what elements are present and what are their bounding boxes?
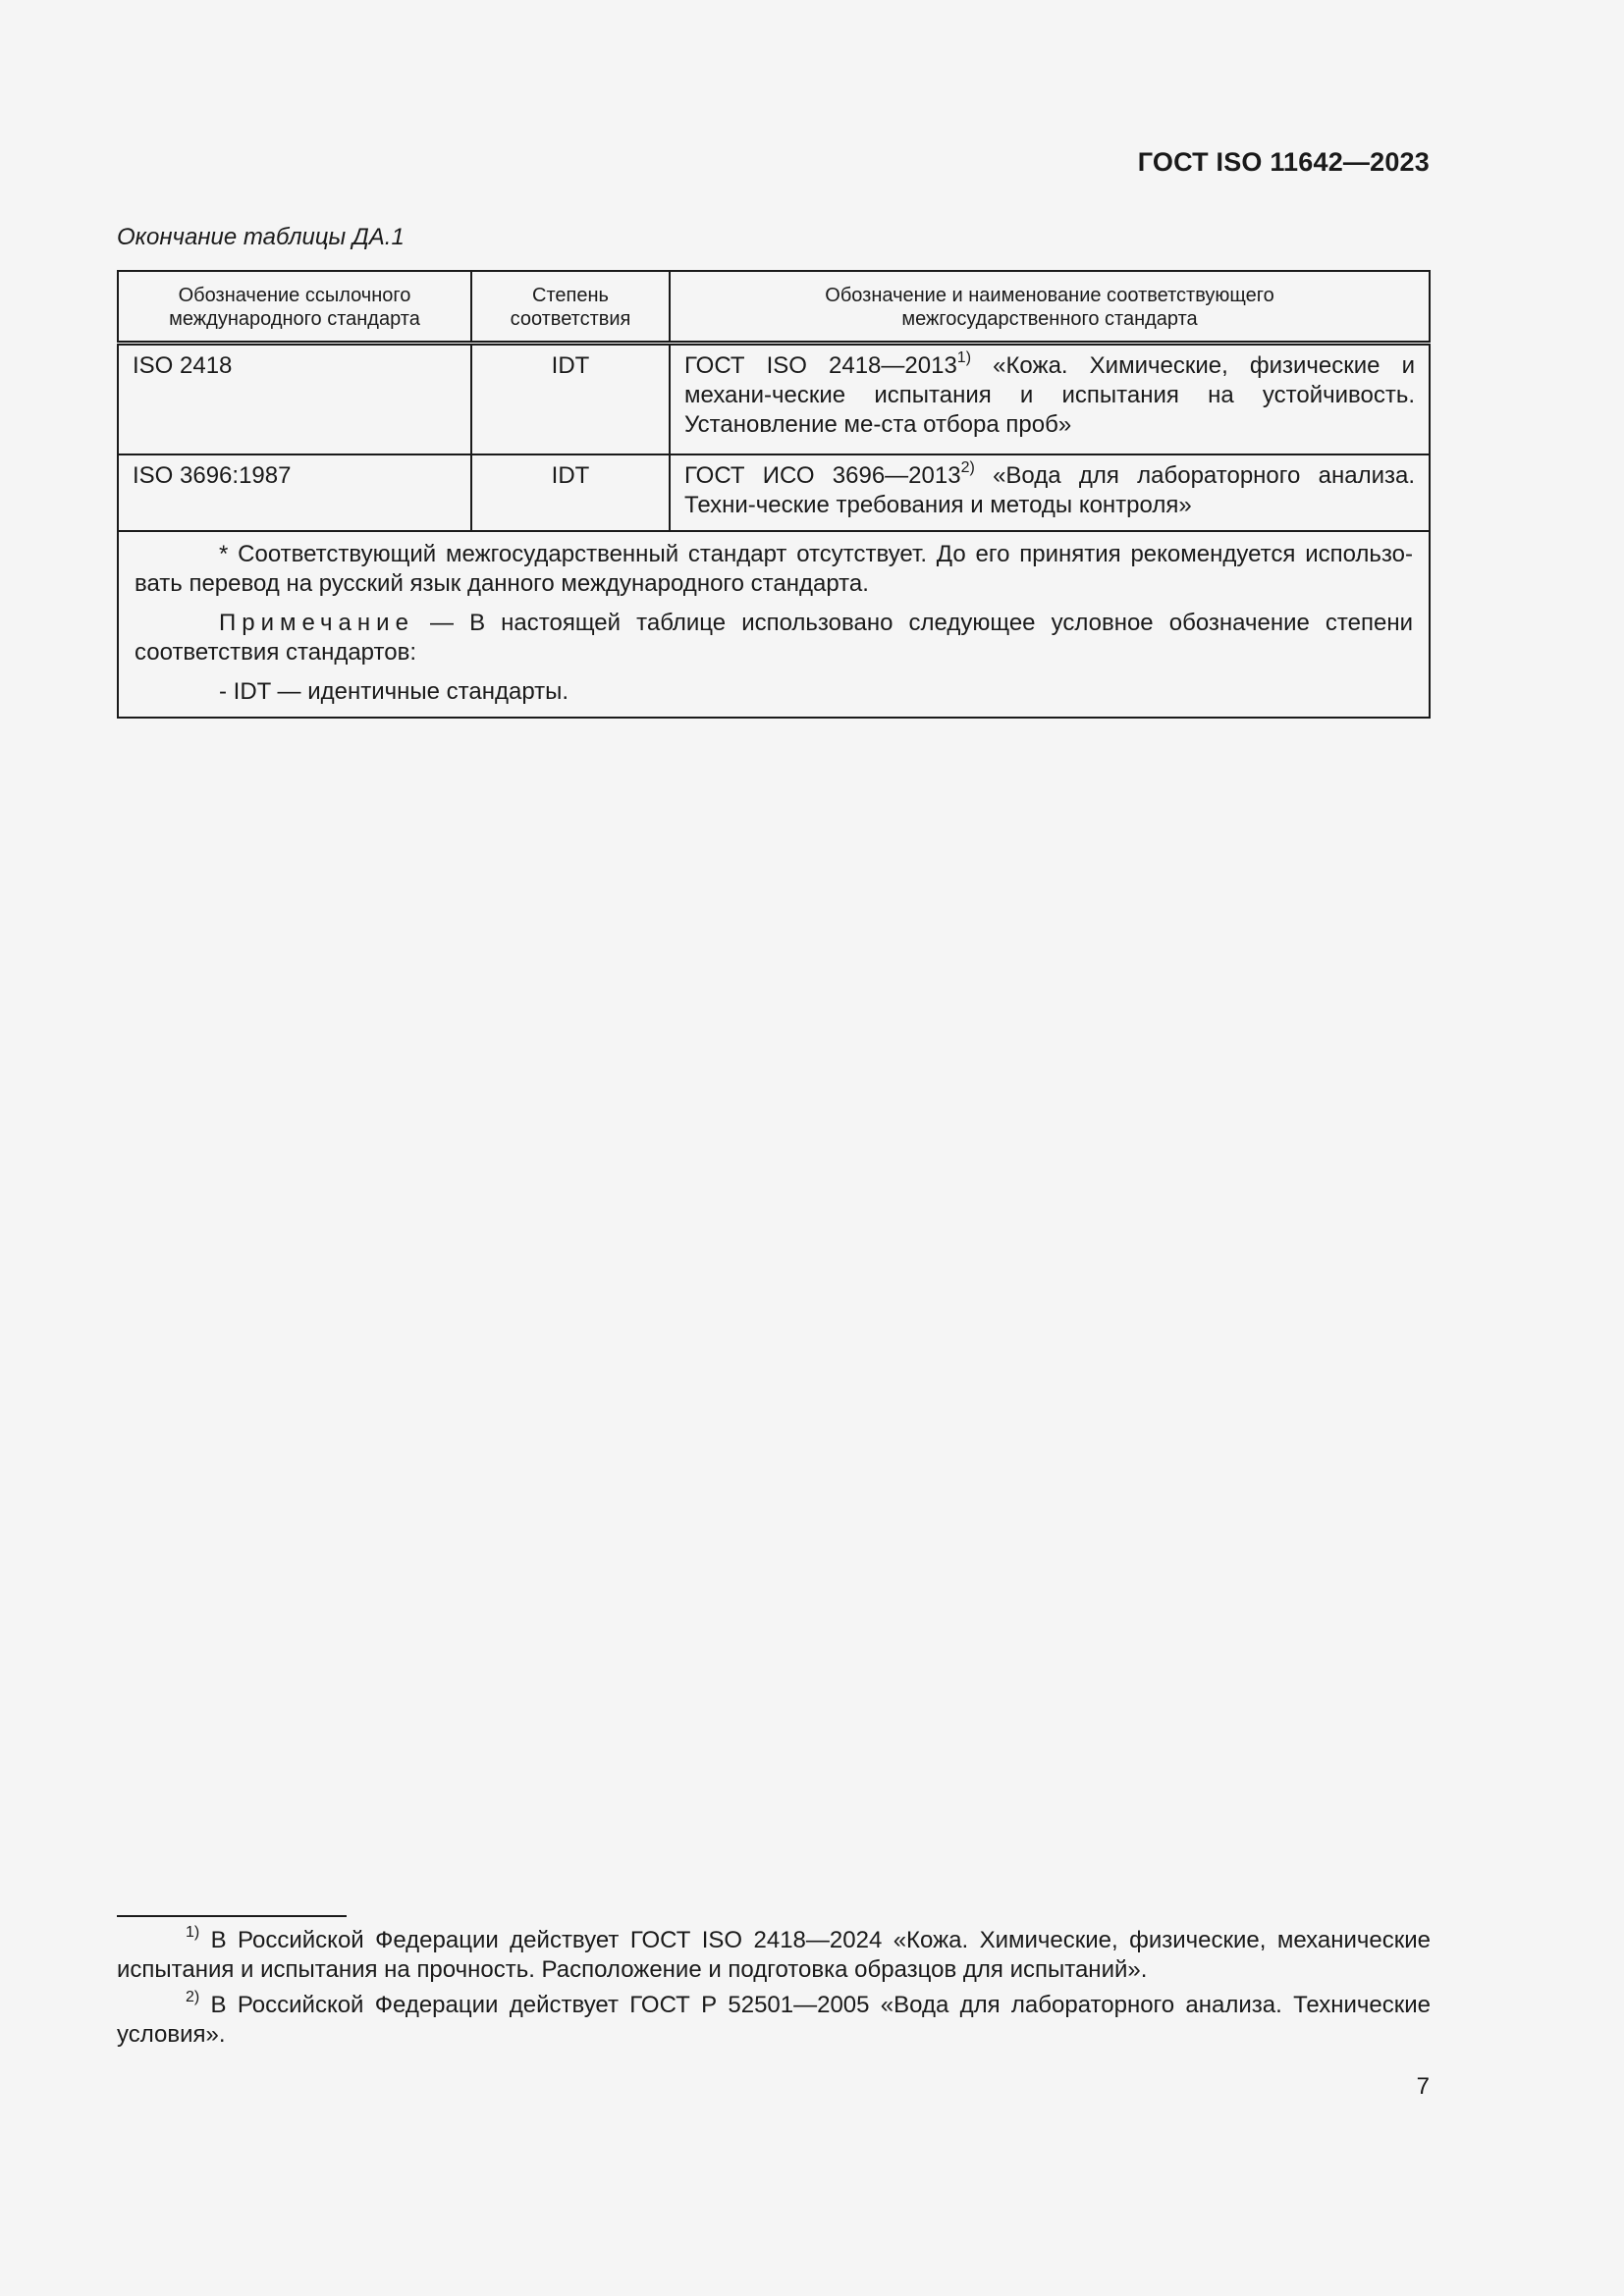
footnote-ref: 1) (956, 349, 972, 366)
document-code: ГОСТ ISO 11642—2023 (1137, 147, 1430, 177)
footnote-divider (117, 1915, 347, 1917)
gost-title: «Вода для лабораторного анализа. Техни-ческие требования и методы контроля» (684, 462, 1415, 518)
cell-ref: ISO 3696:1987 (118, 454, 471, 531)
footnote-text: В Российской Федерации действует ГОСТ ISO 2418—2024 «Кожа. Химические, физические, механические испытания и испытания на прочность. Расположение и подготовка образцов для испытаний». (117, 1927, 1431, 1983)
table-row (118, 454, 1430, 531)
footnote-2 (117, 1991, 1431, 2050)
page-number: 7 (1416, 2073, 1430, 2100)
table-header-row (118, 271, 1430, 344)
table-notes (118, 531, 1430, 718)
asterisk-note: * Соответствующий межгосударственный стандарт отсутствует. До его принятия рекомендуется использо-вать перевод на русский язык данного международного стандарта. (135, 541, 1413, 597)
header-ref-line2: международного стандарта (169, 308, 420, 330)
header-ref-line1: Обозначение ссылочного (178, 285, 411, 306)
header-degree-line2: соответствия (510, 308, 631, 330)
footnote-ref: 2) (960, 459, 975, 476)
header-ref-standard (118, 271, 471, 344)
header-gost (670, 271, 1430, 344)
header-gost-line2: межгосударственного стандарта (901, 308, 1198, 330)
note-text: — В настоящей таблице использовано следующее условное обозначение степени соответствия стандартов: (135, 610, 1413, 666)
cell-degree: IDT (471, 344, 670, 455)
gost-code: ГОСТ ИСО 3696—2013 (684, 462, 961, 489)
table-note (135, 609, 1413, 667)
footnote-mark: 2) (186, 1989, 200, 2005)
table-notes-row (118, 531, 1430, 718)
footnote-mark: 1) (186, 1924, 200, 1941)
footnotes (117, 1926, 1431, 2056)
correspondence-table (117, 270, 1431, 719)
gost-code: ГОСТ ISO 2418—2013 (684, 352, 957, 379)
table-caption: Окончание таблицы ДА.1 (117, 224, 405, 250)
footnote-1 (117, 1926, 1431, 1985)
table-row (118, 344, 1430, 455)
cell-ref: ISO 2418 (118, 344, 471, 455)
cell-gost (670, 344, 1430, 455)
header-gost-line1: Обозначение и наименование соответствующего (825, 285, 1274, 306)
cell-gost (670, 454, 1430, 531)
header-degree (471, 271, 670, 344)
note-bullet: - IDT — идентичные стандарты. (219, 678, 569, 705)
note-label: Примечание (219, 610, 414, 636)
header-degree-line1: Степень (532, 285, 609, 306)
cell-degree: IDT (471, 454, 670, 531)
footnote-text: В Российской Федерации действует ГОСТ Р 52501—2005 «Вода для лабораторного анализа. Технические условия». (117, 1992, 1431, 2048)
gost-title: «Кожа. Химические, физические и механи-ческие испытания и испытания на устойчивость. Установление ме-ста отбора проб» (684, 352, 1415, 438)
